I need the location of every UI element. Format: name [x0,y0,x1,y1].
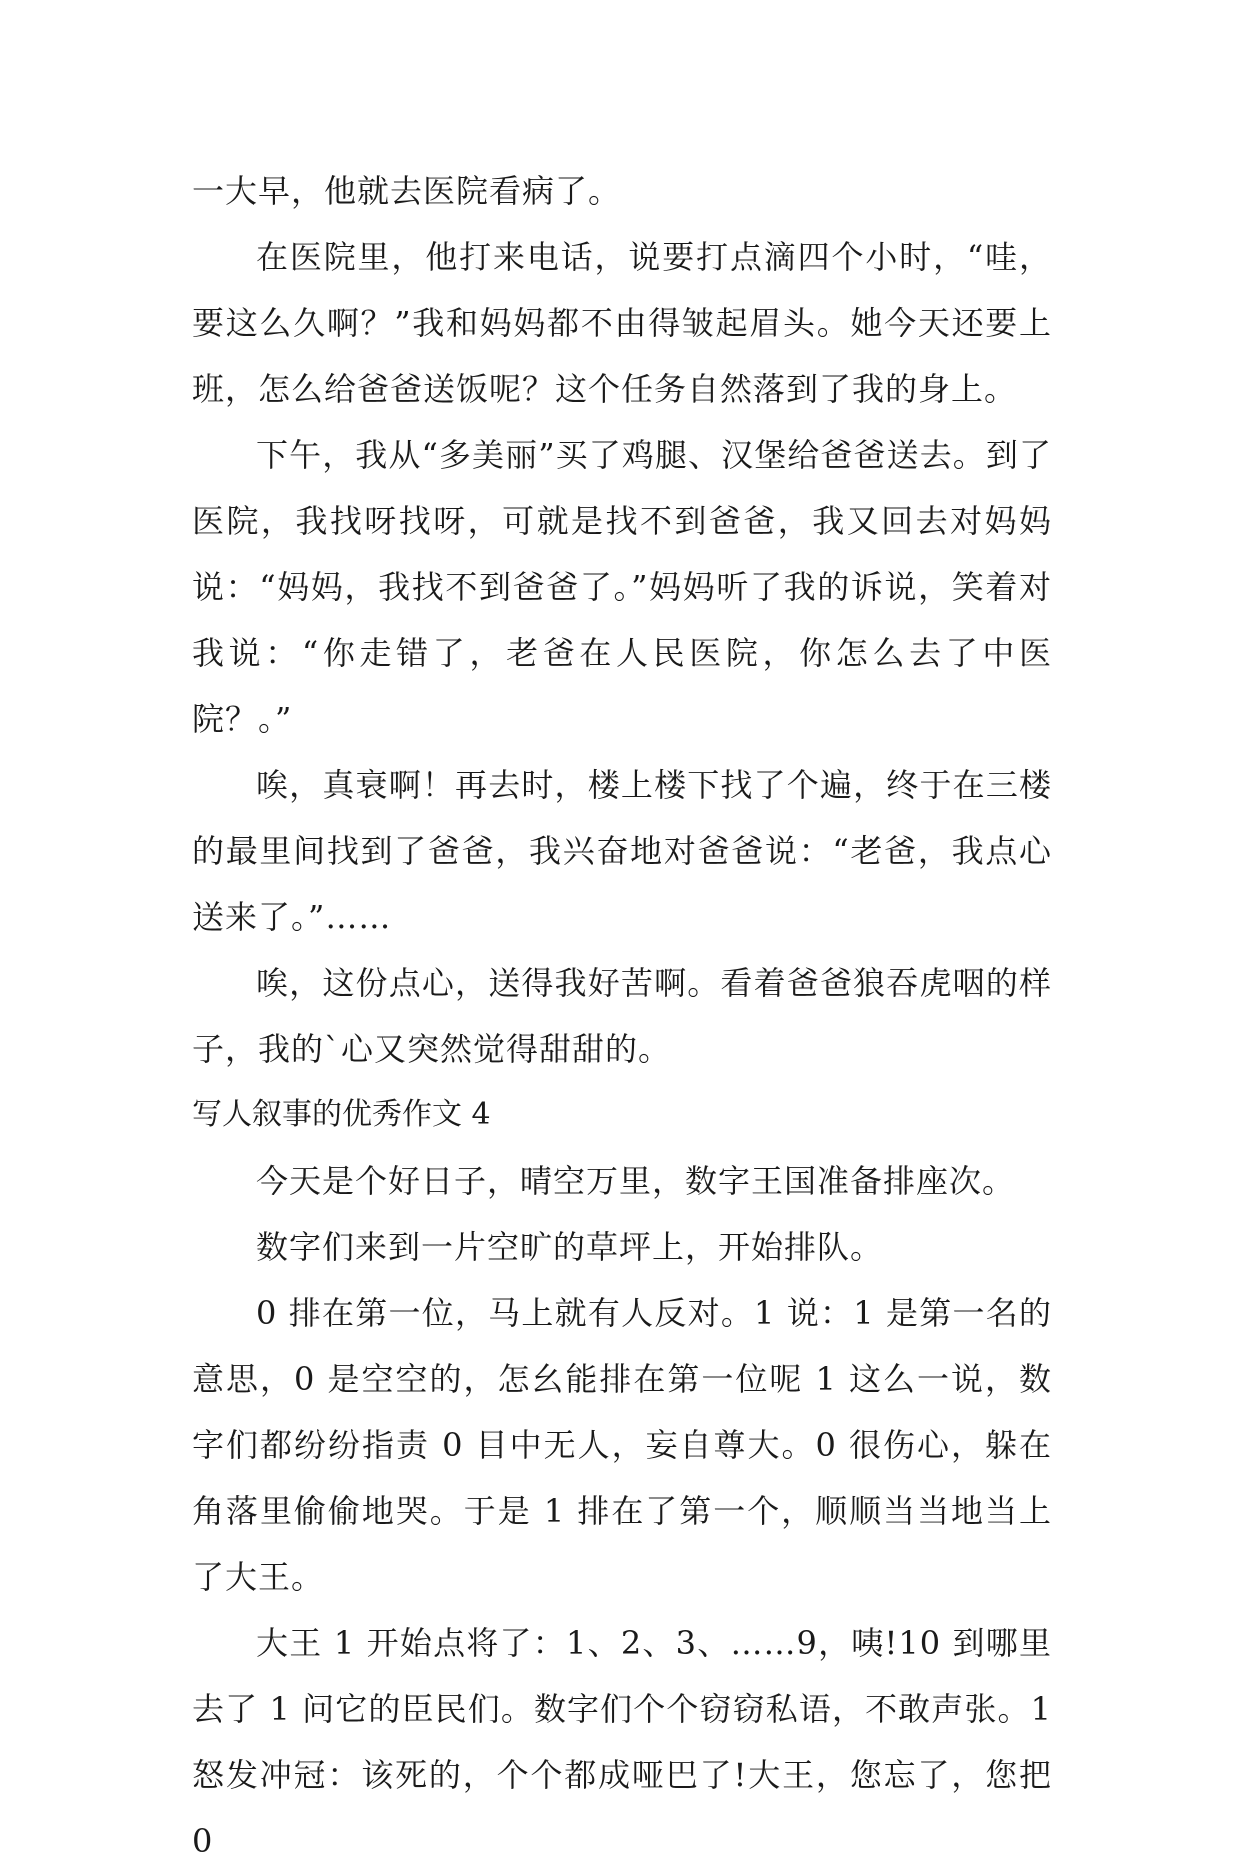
article-body [192,158,1052,1874]
paragraph-9: 大王 1 开始点将了：1、2、3、……9，咦!10 到哪里去了 1 问它的臣民们。数字们个个窃窃私语，不敢声张。1 怒发冲冠：该死的，个个都成哑巴了!大王，您忘了，您把 0 [192,1624,1052,1860]
paragraph-1: 一大早，他就去医院看病了。 [192,172,622,210]
paragraph-5: 唉，这份点心，送得我好苦啊。看着爸爸狼吞虎咽的样子，我的`心又突然觉得甜甜的。 [192,964,1052,1068]
paragraph-2: 在医院里，他打来电话，说要打点滴四个小时，“哇，要这么久啊？”我和妈妈都不由得皱起眉头。她今天还要上班，怎么给爸爸送饭呢？这个任务自然落到了我的身上。 [192,238,1052,408]
paragraph-8: 0 排在第一位，马上就有人反对。1 说：1 是第一名的意思，0 是空空的，怎幺能排在第一位呢 1 这么一说，数字们都纷纷指责 0 目中无人，妄自尊大。0 很伤心，躲在角落里偷偷地哭。于是 1 排在了第一个，顺顺当当地当上了大王。 [192,1294,1052,1596]
paragraph-6: 今天是个好日子，晴空万里，数字王国准备排座次。 [256,1162,1016,1200]
paragraph-3: 下午，我从“多美丽”买了鸡腿、汉堡给爸爸送去。到了医院，我找呀找呀，可就是找不到爸爸，我又回去对妈妈说：“妈妈，我找不到爸爸了。”妈妈听了我的诉说，笑着对我说：“你走错了，老爸在人民医院，你怎么去了中医院？。” [192,436,1052,738]
paragraph-7: 数字们来到一片空旷的草坪上，开始排队。 [256,1228,884,1266]
section-heading: 写人叙事的优秀作文 4 [192,1097,491,1132]
paragraph-4: 唉，真衰啊！再去时，楼上楼下找了个遍，终于在三楼的最里间找到了爸爸，我兴奋地对爸爸说：“老爸，我点心送来了。”…… [192,766,1052,936]
